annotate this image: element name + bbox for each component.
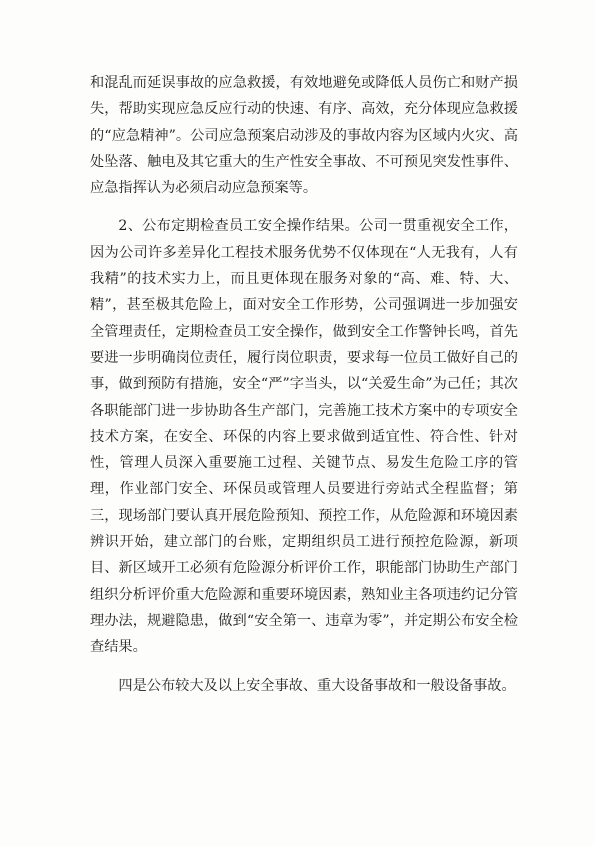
paragraph-emergency-response: 和混乱而延误事故的应急救援，有效地避免或降低人员伤亡和财产损失，帮助实现应急反应行动的快速、有序、高效，充分体现应急救援的“应急精神”。公司应急预案启动涉及的事故内容为区域内火灾、高处坠落、触电及其它重大的生产性安全事故、不可预见突发性事件、应急指挥认为必须启动应急预案等。: [90, 75, 518, 197]
paragraph-accident-disclosure: 四是公布较大及以上安全事故、重大设备事故和一般设备事故。: [118, 677, 516, 694]
document-body: [90, 70, 518, 699]
paragraph-safety-inspection: 2、公布定期检查员工安全操作结果。公司一贯重视安全工作，因为公司许多差异化工程技术服务优势不仅体现在“人无我有，人有我精”的技术实力上，而且更体现在服务对象的“高、难、特、大、精”，甚至极其危险上，面对安全工作形势，公司强调进一步加强安全管理责任，定期检查员工安全操作，做到安全工作警钟长鸣，首先要进一步明确岗位责任，履行岗位职责，要求每一位员工做好自己的事，做到预防有措施，安全“严”字当头，以“关爱生命”为己任；其次各职能部门进一步协助各生产部门，完善施工技术方案中的专项安全技术方案，在安全、环保的内容上要求做到适宜性、符合性、针对性，管理人员深入重要施工过程、关键节点、易发生危险工序的管理，作业部门安全、环保员或管理人员要进行旁站式全程监督；第三，现场部门要认真开展危险预知、预控工作，从危险源和环境因素辨识开始，建立部门的台账，定期组织员工进行预控危险源，新项目、新区域开工必须有危险源分析评价工作，职能部门协助生产部门组织分析评价重大危险源和重要环境因素，熟知业主各项违约记分管理办法，规避隐患，做到“安全第一、违章为零”，并定期公布安全检查结果。: [90, 218, 518, 656]
